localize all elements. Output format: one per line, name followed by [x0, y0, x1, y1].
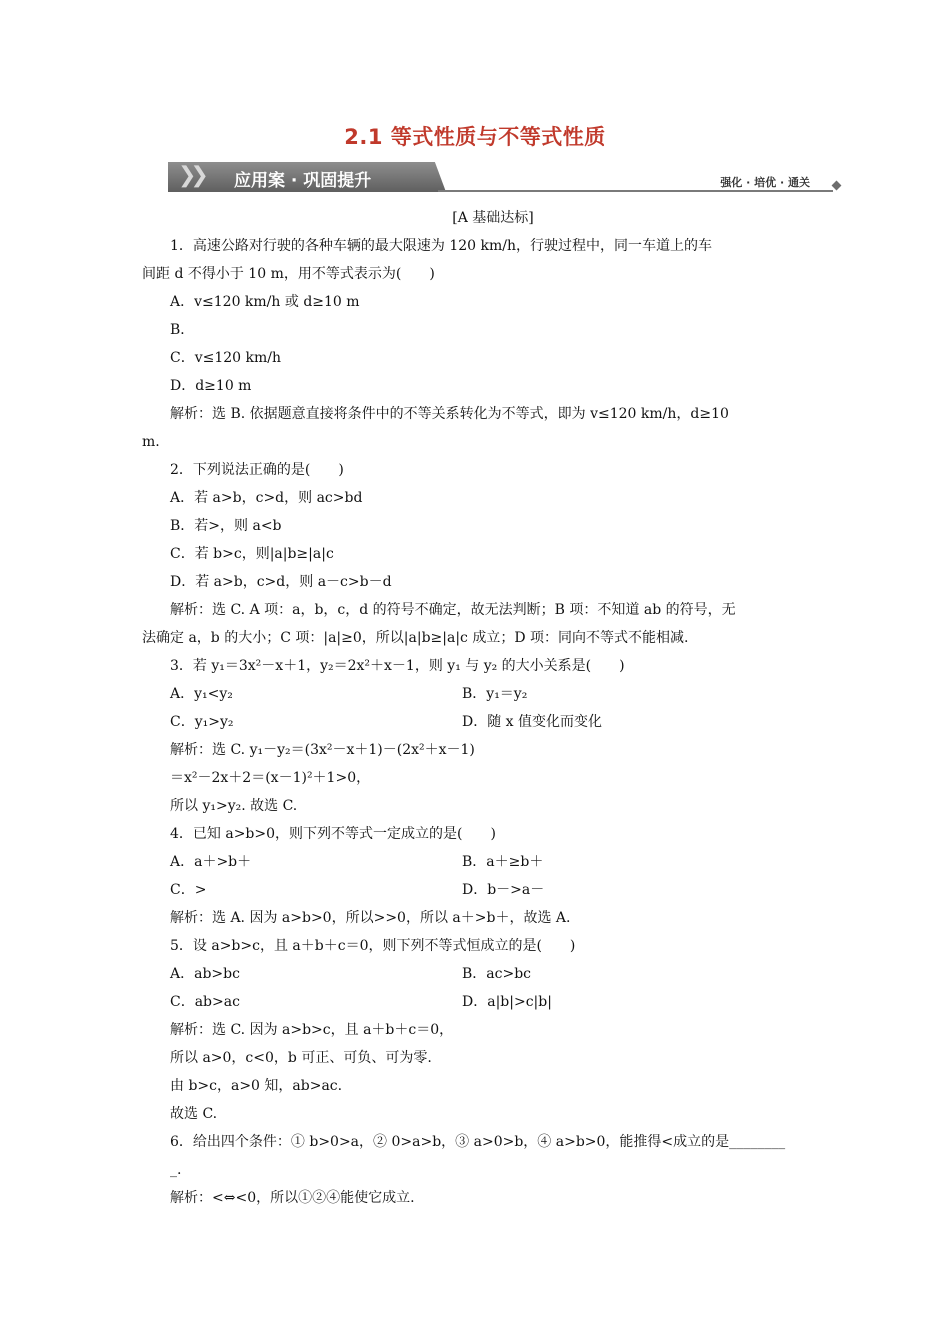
question-3-option-a: A．y₁<y₂ — [170, 686, 233, 702]
question-5-option-a: A．ab>bc — [170, 966, 240, 982]
banner-right-label: 强化 · 培优 · 通关 — [720, 176, 810, 189]
question-4-options-row-1 — [170, 848, 816, 876]
question-4-option-c: C．> — [170, 882, 207, 898]
question-3-option-d: D．随 x 值变化而变化 — [462, 714, 603, 730]
question-5-text: 5．设 a>b>c，且 a＋b＋c＝0，则下列不等式恒成立的是( ) — [170, 938, 576, 954]
page-title: 2.1 等式性质与不等式性质 — [344, 125, 606, 149]
question-3-text: 3．若 y₁＝3x²－x＋1，y₂＝2x²＋x－1，则 y₁ 与 y₂ 的大小关系是( ) — [170, 658, 625, 674]
question-2-option-b: B．若>，则 a<b — [170, 518, 282, 534]
question-4-option-d: D．b－>a－ — [462, 882, 545, 898]
question-2-solution-cont: 法确定 a，b 的大小；C 项：|a|≥0，所以|a|b≥|a|c 成立；D 项：同向不等式不能相减. — [142, 630, 689, 646]
question-3-solution-1: 解析：选 C. y₁－y₂＝(3x²－x＋1)－(2x²＋x－1) — [170, 742, 475, 758]
question-3-solution-2: ＝x²－2x＋2＝(x－1)²＋1>0， — [170, 770, 371, 786]
chevron-right-icon: ❯❯ — [178, 163, 203, 188]
question-6-text: 6．给出四个条件：① b>0>a，② 0>a>b，③ a>0>b，④ a>b>0，能推得<成立的是________ — [170, 1134, 786, 1150]
question-6-text-cont: _. — [170, 1162, 182, 1178]
question-2-text: 2．下列说法正确的是( ) — [170, 462, 344, 478]
question-1-option-d: D．d≥10 m — [170, 378, 252, 394]
diamond-icon — [832, 181, 842, 191]
question-2-option-c: C．若 b>c，则|a|b≥|a|c — [170, 546, 334, 562]
question-5-option-d: D．a|b|>c|b| — [462, 994, 552, 1010]
question-5-options-row-2 — [170, 988, 816, 1016]
question-2-solution: 解析：选 C. A 项：a，b，c，d 的符号不确定，故无法判断；B 项：不知道 ab 的符号，无 — [170, 602, 736, 618]
section-banner — [168, 162, 840, 194]
question-4-option-a: A．a＋>b＋ — [170, 854, 252, 870]
question-1-text-cont: 间距 d 不得小于 10 m，用不等式表示为( ) — [142, 266, 435, 282]
question-1-solution: 解析：选 B. 依据题意直接将条件中的不等关系转化为不等式，即为 v≤120 km/h，d≥10 — [170, 406, 729, 422]
question-1-option-c: C．v≤120 km/h — [170, 350, 282, 366]
question-4-option-b: B．a＋≥b＋ — [462, 854, 544, 870]
section-heading: [A 基础达标] — [452, 210, 534, 226]
question-1-option-a: A．v≤120 km/h 或 d≥10 m — [170, 294, 360, 310]
exercise-content — [142, 204, 816, 1212]
banner-label: 应用案 · 巩固提升 — [234, 171, 372, 191]
question-2-option-a: A．若 a>b，c>d，则 ac>bd — [170, 490, 363, 506]
question-3-options-row-2 — [170, 708, 816, 736]
question-5-solution-2: 所以 a>0，c<0，b 可正、可负、可为零. — [170, 1050, 432, 1066]
question-1-option-b: B． — [170, 322, 195, 338]
question-4-solution: 解析：选 A. 因为 a>b>0，所以>>0，所以 a＋>b＋，故选 A. — [170, 910, 571, 926]
question-5-solution-3: 由 b>c，a>0 知，ab>ac. — [170, 1078, 343, 1094]
question-3-options-row-1 — [170, 680, 816, 708]
question-5-option-b: B．ac>bc — [462, 966, 532, 982]
question-4-options-row-2 — [170, 876, 816, 904]
question-5-options-row-1 — [170, 960, 816, 988]
question-1-solution-cont: m. — [142, 434, 160, 450]
question-3-option-c: C．y₁>y₂ — [170, 714, 234, 730]
question-1-text: 1．高速公路对行驶的各种车辆的最大限速为 120 km/h，行驶过程中，同一车道上的车 — [170, 238, 713, 254]
question-2-option-d: D．若 a>b，c>d，则 a－c>b－d — [170, 574, 392, 590]
question-3-option-b: B．y₁＝y₂ — [462, 686, 528, 702]
question-5-option-c: C．ab>ac — [170, 994, 240, 1010]
question-3-solution-3: 所以 y₁>y₂. 故选 C. — [170, 798, 298, 814]
banner-divider — [438, 190, 833, 192]
question-5-solution-1: 解析：选 C. 因为 a>b>c，且 a＋b＋c＝0， — [170, 1022, 454, 1038]
question-4-text: 4．已知 a>b>0，则下列不等式一定成立的是( ) — [170, 826, 496, 842]
question-6-solution: 解析：<⇔<0，所以①②④能使它成立. — [170, 1190, 415, 1206]
question-5-solution-4: 故选 C. — [170, 1106, 218, 1122]
